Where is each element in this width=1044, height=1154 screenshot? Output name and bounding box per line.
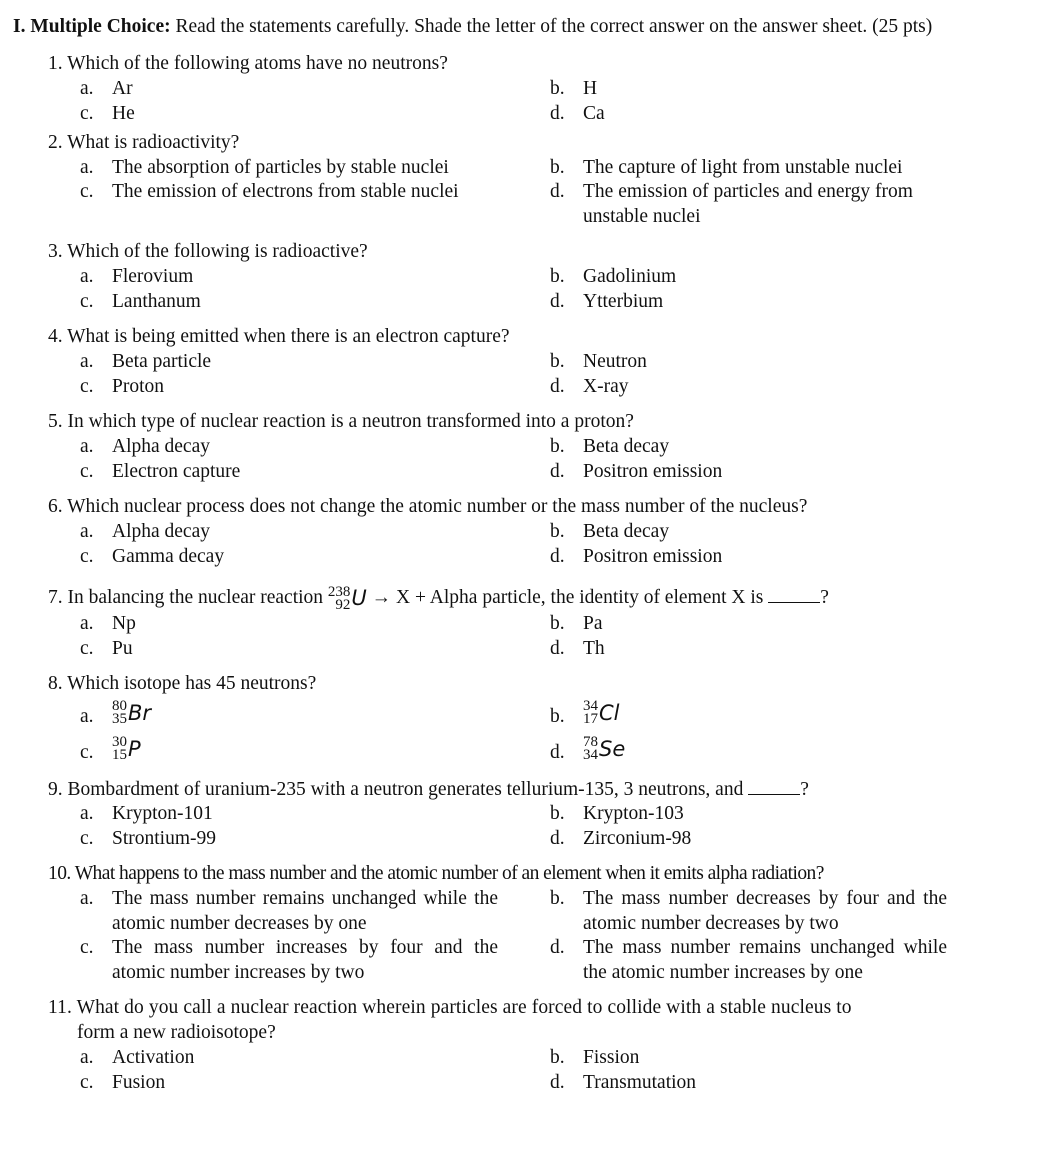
question-5: 5. In which type of nuclear reaction is a neutron transformed into a proton? xyxy=(48,411,634,432)
question-11: 11. What do you call a nuclear reaction wherein particles are forced to collide with a stable nucleus to xyxy=(48,997,852,1018)
option-letter: c. xyxy=(80,291,94,312)
option-text: The mass number decreases by four and the atomic number decreases by two xyxy=(583,888,947,934)
option-letter: d. xyxy=(550,546,565,567)
option-letter: d. xyxy=(550,638,565,659)
option-text: Pa xyxy=(583,613,603,634)
option-letter: d. xyxy=(550,181,565,202)
option-letter: a. xyxy=(80,1047,94,1068)
mass-number: 30 xyxy=(112,734,127,750)
option-text: The capture of light from unstable nuclei xyxy=(583,157,903,178)
option-letter: a. xyxy=(80,706,94,727)
option-letter: b. xyxy=(550,266,565,287)
option-text: Activation xyxy=(112,1047,195,1068)
option-letter: d. xyxy=(550,937,565,958)
option-letter: d. xyxy=(550,103,565,124)
option-letter: a. xyxy=(80,351,94,372)
option-letter: b. xyxy=(550,157,565,178)
answer-blank xyxy=(748,776,800,795)
option-letter: b. xyxy=(550,613,565,634)
option-text: Pu xyxy=(112,638,133,659)
option-text: Alpha decay xyxy=(112,521,210,542)
option-text: X-ray xyxy=(583,376,629,397)
option-letter: d. xyxy=(550,291,565,312)
nuclide-chlorine xyxy=(583,700,620,726)
question-8: 8. Which isotope has 45 neutrons? xyxy=(48,673,317,694)
option-letter: b. xyxy=(550,436,565,457)
option-text: Alpha decay xyxy=(112,436,210,457)
option-letter: b. xyxy=(550,351,565,372)
mass-number: 78 xyxy=(583,734,598,750)
element-symbol: Se xyxy=(599,736,626,761)
option-text: The mass number remains unchanged while the atomic number decreases by one xyxy=(112,888,498,934)
option-letter: c. xyxy=(80,103,94,124)
option-letter: c. xyxy=(80,937,94,958)
option-letter: b. xyxy=(550,706,565,727)
section-label: I. Multiple Choice: xyxy=(13,16,171,37)
option-text: Flerovium xyxy=(112,266,194,287)
option-letter: d. xyxy=(550,828,565,849)
option-text: Positron emission xyxy=(583,461,723,482)
option-text: Krypton-103 xyxy=(583,803,684,824)
element-symbol: Cl xyxy=(599,700,620,725)
element-symbol: Br xyxy=(128,700,152,725)
option-text: The mass number increases by four and the atomic number increases by two xyxy=(112,937,498,983)
question-9 xyxy=(48,776,809,802)
option-text: Beta decay xyxy=(583,436,670,457)
question-2: 2. What is radioactivity? xyxy=(48,132,240,153)
option-text: Zirconium-98 xyxy=(583,828,692,849)
option-letter: c. xyxy=(80,376,94,397)
option-text: The mass number remains unchanged while the atomic number increases by one xyxy=(583,937,947,983)
option-letter: a. xyxy=(80,78,94,99)
option-text: Ar xyxy=(112,78,133,99)
option-letter: a. xyxy=(80,436,94,457)
option-letter: d. xyxy=(550,1072,565,1093)
question-7-text: 7. In balancing the nuclear reaction xyxy=(48,587,324,608)
question-3: 3. Which of the following is radioactive? xyxy=(48,241,368,262)
option-text: Ca xyxy=(583,103,605,124)
option-text: Th xyxy=(583,638,605,659)
option-letter: a. xyxy=(80,521,94,542)
option-text: The emission of electrons from stable nuclei xyxy=(112,181,459,202)
question-6: 6. Which nuclear process does not change the atomic number or the mass number of the nucleus? xyxy=(48,496,808,517)
option-letter: c. xyxy=(80,828,94,849)
question-mark: ? xyxy=(800,779,809,800)
element-symbol: P xyxy=(128,736,141,761)
option-letter: d. xyxy=(550,461,565,482)
option-letter: c. xyxy=(80,181,94,202)
option-text: Neutron xyxy=(583,351,647,372)
nuclide-phosphorus xyxy=(112,736,141,762)
question-11-line-2: form a new radioisotope? xyxy=(77,1022,276,1043)
option-letter: c. xyxy=(80,638,94,659)
atomic-number: 35 xyxy=(112,711,127,727)
option-text: Beta particle xyxy=(112,351,212,372)
option-text: Positron emission xyxy=(583,546,723,567)
mass-number: 34 xyxy=(583,698,598,714)
option-text: Fusion xyxy=(112,1072,166,1093)
option-letter: d. xyxy=(550,742,565,763)
option-text: H xyxy=(583,78,598,99)
nuclide-bromine xyxy=(112,700,151,726)
option-letter: b. xyxy=(550,888,565,909)
option-text: Strontium-99 xyxy=(112,828,217,849)
element-symbol: U xyxy=(351,586,367,611)
atomic-number: 34 xyxy=(583,747,598,763)
option-text: Proton xyxy=(112,376,165,397)
option-text: Transmutation xyxy=(583,1072,697,1093)
question-10: 10. What happens to the mass number and the atomic number of an element when it emits alpha radiation? xyxy=(48,863,824,884)
answer-blank xyxy=(768,584,820,603)
option-text: Fission xyxy=(583,1047,640,1068)
option-text: Beta decay xyxy=(583,521,670,542)
atomic-number: 17 xyxy=(583,711,598,727)
question-4: 4. What is being emitted when there is an electron capture? xyxy=(48,326,510,347)
question-9-text: 9. Bombardment of uranium-235 with a neutron generates tellurium-135, 3 neutrons, and xyxy=(48,779,744,800)
question-7-text-2: → X + Alpha particle, the identity of element X is xyxy=(371,587,764,608)
nuclide-uranium xyxy=(327,583,367,613)
option-letter: a. xyxy=(80,613,94,634)
option-letter: c. xyxy=(80,461,94,482)
question-mark: ? xyxy=(820,587,829,608)
option-letter: b. xyxy=(550,521,565,542)
mass-number: 80 xyxy=(112,698,127,714)
option-text: Np xyxy=(112,613,136,634)
question-1: 1. Which of the following atoms have no neutrons? xyxy=(48,53,448,74)
option-text: Gadolinium xyxy=(583,266,677,287)
atomic-number: 15 xyxy=(112,747,127,763)
section-instructions: Read the statements carefully. Shade the letter of the correct answer on the answer sheet. (25 pts) xyxy=(175,16,933,37)
option-letter: c. xyxy=(80,1072,94,1093)
option-letter: c. xyxy=(80,546,94,567)
option-letter: d. xyxy=(550,376,565,397)
option-text: The absorption of particles by stable nuclei xyxy=(112,157,449,178)
option-letter: b. xyxy=(550,78,565,99)
option-letter: b. xyxy=(550,803,565,824)
option-text: Lanthanum xyxy=(112,291,201,312)
section-header xyxy=(13,14,932,39)
option-letter: b. xyxy=(550,1047,565,1068)
option-letter: a. xyxy=(80,803,94,824)
nuclide-selenium xyxy=(583,736,625,762)
option-text: Krypton-101 xyxy=(112,803,213,824)
option-letter: a. xyxy=(80,157,94,178)
option-text: Electron capture xyxy=(112,461,241,482)
option-letter: a. xyxy=(80,266,94,287)
atomic-number: 92 xyxy=(335,596,351,613)
option-text: Gamma decay xyxy=(112,546,225,567)
mass-number: 238 xyxy=(327,583,351,600)
option-letter: c. xyxy=(80,742,94,763)
option-text: He xyxy=(112,103,135,124)
question-7 xyxy=(48,584,829,612)
option-letter: a. xyxy=(80,888,94,909)
option-text: The emission of particles and energy from unstable nuclei xyxy=(583,181,913,227)
option-text: Ytterbium xyxy=(583,291,664,312)
